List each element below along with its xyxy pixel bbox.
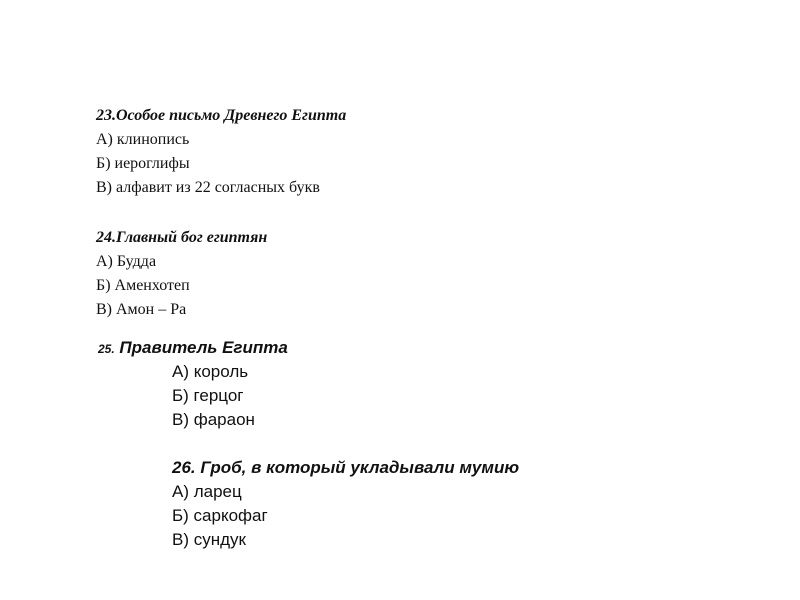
question-24: [96, 226, 267, 322]
question-number: 26.: [172, 458, 196, 477]
question-title: [172, 456, 519, 480]
question-text: Гроб, в который укладывали мумию: [200, 458, 520, 477]
answer-option-a: А) Будда: [96, 253, 157, 270]
question-26: [172, 456, 519, 552]
question-number: 23.: [96, 107, 116, 124]
answer-option-c: В) фараон: [172, 410, 255, 429]
question-23: [96, 104, 346, 200]
question-title: [96, 104, 346, 128]
answer-option-c: В) сундук: [172, 530, 246, 549]
answer-option-b: Б) саркофаг: [172, 506, 268, 525]
answer-option-c: В) алфавит из 22 согласных букв: [96, 179, 320, 196]
question-number: 24.: [96, 229, 116, 246]
answer-option-a: А) клинопись: [96, 131, 190, 148]
question-text: Особое письмо Древнего Египта: [116, 107, 347, 124]
answer-option-c: В) Амон – Ра: [96, 301, 187, 318]
question-25-options: [172, 360, 255, 432]
answer-option-b: Б) Аменхотеп: [96, 277, 190, 294]
answer-option-a: А) король: [172, 362, 249, 381]
question-number: 25.: [98, 342, 115, 356]
question-text: Правитель Египта: [119, 338, 288, 357]
answer-option-b: Б) герцог: [172, 386, 244, 405]
question-text: Главный бог египтян: [116, 229, 268, 246]
question-25-title: [98, 336, 288, 361]
question-title: [96, 226, 267, 250]
answer-option-b: Б) иероглифы: [96, 155, 190, 172]
answer-option-a: А) ларец: [172, 482, 242, 501]
